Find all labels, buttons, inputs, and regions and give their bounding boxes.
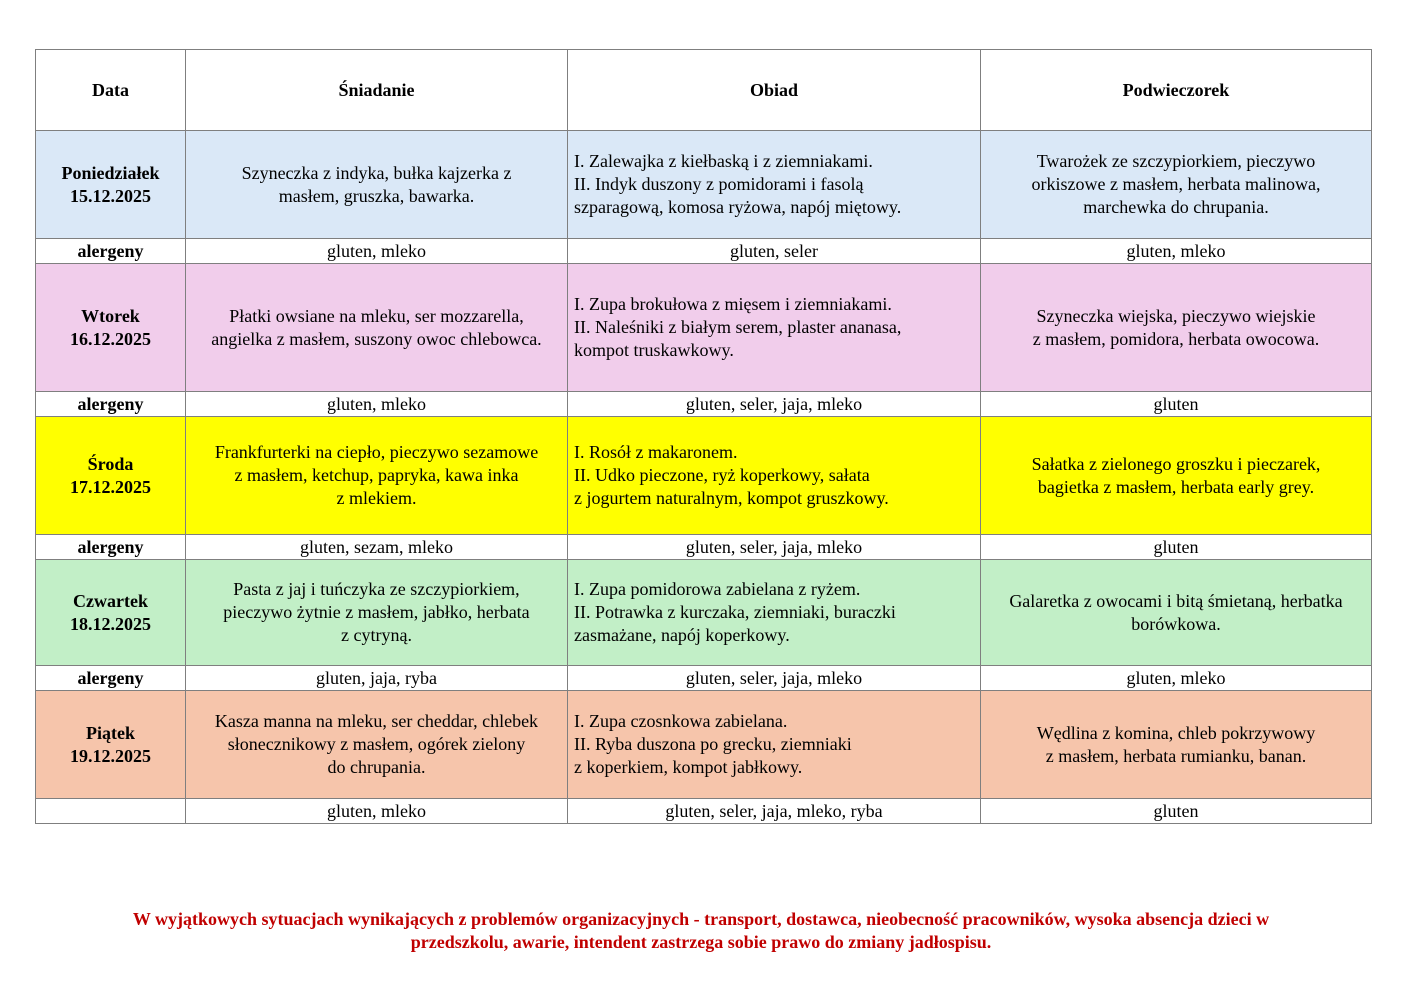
allergens-snack: gluten xyxy=(981,392,1372,417)
notice-line: W wyjątkowych sytuacjach wynikających z problemów organizacyjnych - transport, dostawca, nieobecność pracowników, wysoka absencja dzieci w xyxy=(132,909,1270,929)
allergens-snack: gluten, mleko xyxy=(981,239,1372,264)
header-row xyxy=(36,50,1372,131)
day-date: 15.12.2025 xyxy=(70,185,151,206)
lunch-line: z koperkiem, kompot jabłkowy. xyxy=(574,757,803,777)
lunch-line: kompot truskawkowy. xyxy=(574,340,734,360)
breakfast-line: Frankfurterki na ciepło, pieczywo sezamowe xyxy=(214,442,539,462)
lunch-line: II. Udko pieczone, ryż koperkowy, sałata xyxy=(574,465,870,485)
day-cell xyxy=(36,560,186,666)
allergens-snack: gluten, mleko xyxy=(981,666,1372,691)
lunch-line: I. Zalewajka z kiełbaską i z ziemniakami. xyxy=(574,151,873,171)
allergen-label xyxy=(36,799,186,824)
lunch-line: szparagową, komosa ryżowa, napój miętowy. xyxy=(574,197,902,217)
snack-cell xyxy=(981,417,1372,535)
header-date: Data xyxy=(36,50,186,131)
day-name: Czwartek xyxy=(73,590,148,611)
allergen-label: alergeny xyxy=(36,239,186,264)
lunch-line: I. Zupa pomidorowa zabielana z ryżem. xyxy=(574,579,861,599)
snack-cell xyxy=(981,560,1372,666)
day-name: Poniedziałek xyxy=(61,162,160,183)
breakfast-line: pieczywo żytnie z masłem, jabłko, herbata xyxy=(223,602,530,622)
allergen-row xyxy=(36,535,1372,560)
lunch-line: I. Zupa czosnkowa zabielana. xyxy=(574,711,788,731)
breakfast-cell xyxy=(186,691,568,799)
snack-line: Szyneczka wiejska, pieczywo wiejskie xyxy=(1036,305,1316,326)
day-date: 17.12.2025 xyxy=(70,476,151,497)
day-date: 19.12.2025 xyxy=(70,745,151,766)
lunch-line: II. Indyk duszony z pomidorami i fasolą xyxy=(574,174,864,194)
lunch-line: II. Naleśniki z białym serem, plaster ananasa, xyxy=(574,317,902,337)
day-name: Piątek xyxy=(86,722,135,743)
breakfast-line: masłem, gruszka, bawarka. xyxy=(278,185,475,206)
lunch-cell xyxy=(568,417,981,535)
lunch-cell xyxy=(568,560,981,666)
header-lunch: Obiad xyxy=(568,50,981,131)
allergen-label: alergeny xyxy=(36,535,186,560)
breakfast-line: Pasta z jaj i tuńczyka ze szczypiorkiem, xyxy=(233,579,520,599)
breakfast-cell xyxy=(186,131,568,239)
lunch-cell xyxy=(568,691,981,799)
allergens-snack: gluten xyxy=(981,799,1372,824)
lunch-cell xyxy=(568,264,981,392)
breakfast-line: z masłem, ketchup, papryka, kawa inka xyxy=(234,465,519,485)
lunch-line: II. Ryba duszona po grecku, ziemniaki xyxy=(574,734,852,754)
header-breakfast: Śniadanie xyxy=(186,50,568,131)
breakfast-cell xyxy=(186,264,568,392)
lunch-line: zasmażane, napój koperkowy. xyxy=(574,625,790,645)
allergens-breakfast: gluten, mleko xyxy=(186,392,568,417)
allergens-lunch: gluten, seler, jaja, mleko, ryba xyxy=(568,799,981,824)
allergens-breakfast: gluten, sezam, mleko xyxy=(186,535,568,560)
day-cell xyxy=(36,131,186,239)
day-row xyxy=(36,560,1372,666)
day-row xyxy=(36,691,1372,799)
snack-line: Wędlina z komina, chleb pokrzywowy xyxy=(1036,722,1316,743)
lunch-line: I. Zupa brokułowa z mięsem i ziemniakami. xyxy=(574,294,892,314)
allergens-lunch: gluten, seler xyxy=(568,239,981,264)
day-name: Środa xyxy=(87,453,134,474)
breakfast-line: do chrupania. xyxy=(327,757,426,777)
snack-line: Sałatka z zielonego groszku i pieczarek, xyxy=(1031,453,1321,474)
lunch-line: II. Potrawka z kurczaka, ziemniaki, buraczki xyxy=(574,602,896,622)
breakfast-line: Płatki owsiane na mleku, ser mozzarella, xyxy=(229,305,524,326)
lunch-line: I. Rosół z makaronem. xyxy=(574,442,738,462)
allergens-breakfast: gluten, mleko xyxy=(186,799,568,824)
breakfast-line: Szyneczka z indyka, bułka kajzerka z xyxy=(241,162,512,183)
day-cell xyxy=(36,691,186,799)
day-row xyxy=(36,417,1372,535)
allergens-breakfast: gluten, jaja, ryba xyxy=(186,666,568,691)
snack-cell xyxy=(981,131,1372,239)
breakfast-line: angielka z masłem, suszony owoc chlebowca. xyxy=(211,328,542,349)
breakfast-line: Kasza manna na mleku, ser cheddar, chlebek xyxy=(214,711,539,731)
allergen-row xyxy=(36,666,1372,691)
snack-line: marchewka do chrupania. xyxy=(1083,197,1269,217)
notice-line: przedszkolu, awarie, intendent zastrzega sobie prawo do zmiany jadłospisu. xyxy=(410,932,992,952)
snack-line: z masłem, herbata rumianku, banan. xyxy=(1045,745,1307,766)
day-date: 16.12.2025 xyxy=(70,328,151,349)
day-date: 18.12.2025 xyxy=(70,613,151,634)
snack-line: Twarożek ze szczypiorkiem, pieczywo xyxy=(1036,151,1316,171)
allergens-breakfast: gluten, mleko xyxy=(186,239,568,264)
allergen-row xyxy=(36,239,1372,264)
allergens-lunch: gluten, seler, jaja, mleko xyxy=(568,666,981,691)
day-row xyxy=(36,264,1372,392)
header-snack: Podwieczorek xyxy=(981,50,1372,131)
allergens-lunch: gluten, seler, jaja, mleko xyxy=(568,392,981,417)
menu-body xyxy=(36,131,1372,824)
lunch-cell xyxy=(568,131,981,239)
breakfast-line: słonecznikowy z masłem, ogórek zielony xyxy=(227,734,526,754)
breakfast-cell xyxy=(186,417,568,535)
allergens-lunch: gluten, seler, jaja, mleko xyxy=(568,535,981,560)
allergen-label: alergeny xyxy=(36,392,186,417)
day-cell xyxy=(36,417,186,535)
menu-table xyxy=(35,49,1372,824)
notice xyxy=(40,908,1362,954)
breakfast-cell xyxy=(186,560,568,666)
day-cell xyxy=(36,264,186,392)
snack-line: bagietka z masłem, herbata early grey. xyxy=(1037,476,1315,497)
snack-cell xyxy=(981,691,1372,799)
snack-line: z masłem, pomidora, herbata owocowa. xyxy=(1032,328,1320,349)
snack-line: borówkowa. xyxy=(1131,613,1221,634)
snack-line: Galaretka z owocami i bitą śmietaną, herbatka xyxy=(1009,590,1343,611)
day-name: Wtorek xyxy=(81,305,140,326)
breakfast-line: z cytryną. xyxy=(341,625,412,645)
breakfast-line: z mlekiem. xyxy=(336,488,417,508)
allergen-row xyxy=(36,799,1372,824)
snack-line: orkiszowe z masłem, herbata malinowa, xyxy=(1031,174,1321,194)
allergens-snack: gluten xyxy=(981,535,1372,560)
lunch-line: z jogurtem naturalnym, kompot gruszkowy. xyxy=(574,488,889,508)
allergen-row xyxy=(36,392,1372,417)
snack-cell xyxy=(981,264,1372,392)
day-row xyxy=(36,131,1372,239)
allergen-label: alergeny xyxy=(36,666,186,691)
